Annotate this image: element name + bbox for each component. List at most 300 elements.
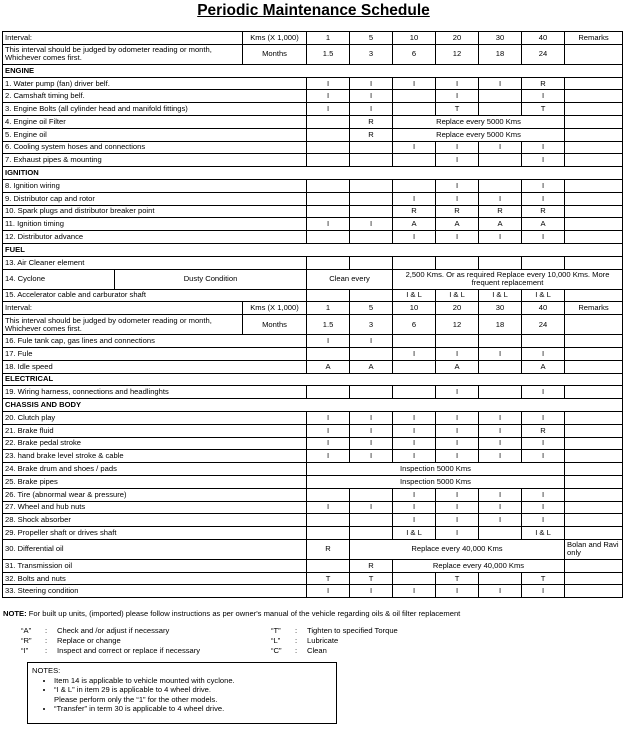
interval-cell: I <box>436 514 479 527</box>
interval-cell: I & L <box>522 527 565 540</box>
item-label: 26. Tire (abnormal wear & pressure) <box>3 488 307 501</box>
kms-value: 10 <box>393 302 436 315</box>
table-row <box>3 315 623 335</box>
item-label: 9. Distributor cap and rotor <box>3 192 307 205</box>
interval-cell <box>479 90 522 103</box>
interval-cell: I <box>436 527 479 540</box>
interval-cell: R <box>522 77 565 90</box>
inspection-note: Inspection 5000 Kms <box>307 475 565 488</box>
interval-note: This interval should be judged by odometer reading or month, Whichever comes first. <box>3 44 243 64</box>
interval-cell <box>307 514 350 527</box>
interval-cell: I <box>350 585 393 598</box>
footnote-label: NOTE: <box>3 609 27 618</box>
item-label: 2. Camshaft timing belf. <box>3 90 307 103</box>
months-value: 6 <box>393 315 436 335</box>
legend-entry: “L” : Lubricate <box>271 635 339 645</box>
table-row <box>3 154 623 167</box>
remarks-cell <box>565 386 623 399</box>
remarks-cell <box>565 463 623 476</box>
interval-cell: A <box>393 218 436 231</box>
item-label: 29. Propeller shaft or drives shaft <box>3 527 307 540</box>
months-label: Months <box>243 44 307 64</box>
page-title: Periodic Maintenance Schedule <box>197 2 430 19</box>
table-row <box>3 475 623 488</box>
remarks-cell <box>565 90 623 103</box>
interval-cell: A <box>522 218 565 231</box>
interval-cell: I <box>350 411 393 424</box>
remarks-cell <box>565 347 623 360</box>
interval-cell: I <box>522 347 565 360</box>
months-value: 12 <box>436 315 479 335</box>
interval-cell <box>522 256 565 269</box>
interval-cell: I <box>522 488 565 501</box>
interval-cell: I <box>479 501 522 514</box>
item-label: 10. Spark plugs and distributor breaker point <box>3 205 307 218</box>
interval-cell: I <box>393 192 436 205</box>
item-label: 13. Air Cleaner element <box>3 256 307 269</box>
remarks-cell <box>565 475 623 488</box>
interval-cell: I <box>479 192 522 205</box>
interval-cell: I & L <box>479 289 522 302</box>
interval-cell: I <box>393 347 436 360</box>
interval-cell <box>350 527 393 540</box>
remarks-cell <box>565 141 623 154</box>
item-label: 14. Cyclone <box>3 269 115 289</box>
notes-item: • Item 14 is applicable to vehicle mounted with cyclone. <box>54 676 332 686</box>
interval-cell: I <box>479 585 522 598</box>
table-row <box>3 128 623 141</box>
months-value: 3 <box>350 315 393 335</box>
maintenance-schedule-table <box>2 31 623 598</box>
months-value: 1.5 <box>307 315 350 335</box>
interval-cell <box>393 386 436 399</box>
table-row <box>3 243 623 256</box>
interval-cell: R <box>393 205 436 218</box>
interval-cell: I <box>436 154 479 167</box>
interval-cell: T <box>307 572 350 585</box>
interval-cell: I <box>307 450 350 463</box>
table-row <box>3 167 623 180</box>
replace-note: Replace every 40,000 Kms <box>350 539 565 559</box>
interval-cell: I <box>436 231 479 244</box>
interval-cell: R <box>436 205 479 218</box>
notes-box <box>27 662 337 724</box>
interval-cell <box>479 154 522 167</box>
interval-cell: A <box>436 360 479 373</box>
interval-cell <box>307 527 350 540</box>
legend-entry: “C” : Clean <box>271 645 327 655</box>
table-row <box>3 399 623 412</box>
item-label: 27. Wheel and hub nuts <box>3 501 307 514</box>
interval-cell: I <box>393 141 436 154</box>
interval-cell: I <box>436 424 479 437</box>
interval-cell: I <box>393 77 436 90</box>
interval-cell <box>350 347 393 360</box>
remarks-cell <box>565 572 623 585</box>
interval-cell <box>350 192 393 205</box>
interval-cell: I <box>436 501 479 514</box>
remarks-cell <box>565 179 623 192</box>
months-value: 24 <box>522 315 565 335</box>
table-row <box>3 347 623 360</box>
interval-cell: I <box>522 179 565 192</box>
interval-cell: I & L <box>393 527 436 540</box>
interval-cell: I <box>307 335 350 348</box>
interval-cell <box>479 103 522 116</box>
interval-cell <box>350 141 393 154</box>
remarks-cell <box>565 501 623 514</box>
table-row <box>3 437 623 450</box>
interval-cell <box>307 289 350 302</box>
replace-note: 2,500 Kms. Or as required Replace every 10,000 Kms. More frequent replacement <box>393 269 623 289</box>
interval-cell <box>307 256 350 269</box>
table-row <box>3 527 623 540</box>
interval-cell: R <box>522 424 565 437</box>
replace-note: Replace every 5000 Kms <box>393 128 565 141</box>
interval-cell <box>436 256 479 269</box>
interval-cell: I <box>350 437 393 450</box>
item-label: 12. Distributor advance <box>3 231 307 244</box>
table-row <box>3 44 623 64</box>
table-row <box>3 559 623 572</box>
interval-cell: I <box>479 514 522 527</box>
interval-cell: I <box>436 192 479 205</box>
kms-value: 20 <box>436 302 479 315</box>
interval-cell <box>393 572 436 585</box>
interval-cell <box>307 154 350 167</box>
clean-note: Clean every <box>307 269 393 289</box>
item-label: 1. Water pump (fan) driver belf. <box>3 77 307 90</box>
interval-cell <box>307 231 350 244</box>
remarks-cell <box>565 514 623 527</box>
remarks-cell <box>565 205 623 218</box>
table-row <box>3 572 623 585</box>
interval-cell <box>479 386 522 399</box>
item-label: 11. Ignition timing <box>3 218 307 231</box>
section-heading: CHASSIS AND BODY <box>3 399 623 412</box>
interval-cell <box>307 128 350 141</box>
item-label: 33. Steering condition <box>3 585 307 598</box>
interval-cell: I <box>307 411 350 424</box>
remarks-cell: Bolan and Ravi only <box>565 539 623 559</box>
legend-right <box>271 626 398 655</box>
interval-cell <box>350 231 393 244</box>
table-row <box>3 335 623 348</box>
item-label: 3. Engine Bolts (all cylinder head and manifold fittings) <box>3 103 307 116</box>
interval-cell: I <box>436 411 479 424</box>
kms-value: 40 <box>522 302 565 315</box>
item-label: 19. Wiring harness, connections and headlinghts <box>3 386 307 399</box>
interval-cell: I <box>307 437 350 450</box>
interval-cell: I <box>436 141 479 154</box>
table-row <box>3 218 623 231</box>
remarks-cell <box>565 44 623 64</box>
item-label: 28. Shock absorber <box>3 514 307 527</box>
interval-cell <box>436 335 479 348</box>
table-row <box>3 269 623 289</box>
interval-cell: I <box>522 90 565 103</box>
interval-cell: I <box>307 90 350 103</box>
table-row <box>3 373 623 386</box>
table-row <box>3 32 623 45</box>
interval-cell: I <box>522 231 565 244</box>
interval-label: Interval: <box>3 302 243 315</box>
remarks-cell <box>565 360 623 373</box>
interval-cell: I <box>522 501 565 514</box>
interval-cell: I <box>479 424 522 437</box>
interval-cell: I <box>393 437 436 450</box>
remarks-cell <box>565 192 623 205</box>
footnote-text: For built up units, (imported) please follow instructions as per owner's manual of the vehicle regarding oils & oil filter replacement <box>26 609 461 618</box>
interval-cell: I <box>479 141 522 154</box>
item-label: 18. Idle speed <box>3 360 307 373</box>
interval-cell: R <box>307 539 350 559</box>
interval-cell: T <box>522 103 565 116</box>
interval-cell: R <box>479 205 522 218</box>
interval-cell <box>479 335 522 348</box>
table-row <box>3 77 623 90</box>
interval-cell: I <box>522 411 565 424</box>
table-row <box>3 192 623 205</box>
interval-cell: I <box>350 90 393 103</box>
interval-cell: I & L <box>522 289 565 302</box>
interval-cell <box>393 154 436 167</box>
section-heading: ENGINE <box>3 64 623 77</box>
table-row <box>3 256 623 269</box>
table-row <box>3 539 623 559</box>
interval-cell: I <box>307 585 350 598</box>
interval-cell <box>307 205 350 218</box>
kms-value: 20 <box>436 32 479 45</box>
interval-cell: I <box>307 501 350 514</box>
table-row <box>3 289 623 302</box>
months-value: 12 <box>436 44 479 64</box>
remarks-cell <box>565 437 623 450</box>
remarks-cell <box>565 559 623 572</box>
remarks-cell <box>565 256 623 269</box>
interval-cell: I <box>350 103 393 116</box>
interval-cell <box>479 256 522 269</box>
months-label: Months <box>243 315 307 335</box>
interval-cell: I <box>436 179 479 192</box>
table-row <box>3 360 623 373</box>
remarks-cell <box>565 103 623 116</box>
interval-cell <box>350 256 393 269</box>
interval-cell: I <box>307 424 350 437</box>
replace-note: Replace every 40,000 Kms <box>393 559 565 572</box>
remarks-cell <box>565 335 623 348</box>
interval-cell: I <box>479 411 522 424</box>
interval-cell <box>393 256 436 269</box>
item-label: 6. Cooling system hoses and connections <box>3 141 307 154</box>
table-row <box>3 231 623 244</box>
kms-value: 10 <box>393 32 436 45</box>
item-label: 20. Clutch play <box>3 411 307 424</box>
interval-cell: R <box>350 128 393 141</box>
interval-cell: I <box>436 488 479 501</box>
table-row <box>3 141 623 154</box>
interval-cell: I <box>479 437 522 450</box>
interval-cell: I <box>350 218 393 231</box>
interval-cell <box>393 90 436 103</box>
item-label: 30. Differential oil <box>3 539 307 559</box>
interval-note: This interval should be judged by odometer reading or month, Whichever comes first. <box>3 315 243 335</box>
remarks-cell <box>565 218 623 231</box>
footnote <box>3 609 623 618</box>
remarks-cell <box>565 411 623 424</box>
notes-item: Please perform only the “1” for the other models. <box>54 694 218 704</box>
interval-cell <box>393 179 436 192</box>
item-label: 25. Brake pipes <box>3 475 307 488</box>
interval-label: Interval: <box>3 32 243 45</box>
interval-cell <box>307 488 350 501</box>
interval-cell: A <box>436 218 479 231</box>
item-label: 5. Engine oil <box>3 128 307 141</box>
item-label: 21. Brake fluid <box>3 424 307 437</box>
interval-cell <box>350 514 393 527</box>
legend-entry: “R” : Replace or change <box>21 635 121 645</box>
table-row <box>3 302 623 315</box>
interval-cell: I <box>350 424 393 437</box>
interval-cell: I <box>307 218 350 231</box>
interval-cell <box>307 141 350 154</box>
interval-cell <box>307 115 350 128</box>
section-heading: ELECTRICAL <box>3 373 623 386</box>
item-label: 32. Bolts and nuts <box>3 572 307 585</box>
table-row <box>3 411 623 424</box>
remarks-cell <box>565 231 623 244</box>
remarks-cell <box>565 450 623 463</box>
interval-cell: R <box>350 559 393 572</box>
interval-cell: T <box>436 103 479 116</box>
interval-cell: I <box>479 77 522 90</box>
item-label: 15. Accelerator cable and carburator shaft <box>3 289 307 302</box>
interval-cell <box>479 179 522 192</box>
table-row <box>3 179 623 192</box>
interval-cell <box>350 154 393 167</box>
legend-entry: “A” : Check and /or adjust if necessary <box>21 626 170 635</box>
months-value: 6 <box>393 44 436 64</box>
item-label: 22. Brake pedal stroke <box>3 437 307 450</box>
legend-left <box>21 626 200 655</box>
remarks-cell <box>565 315 623 335</box>
interval-cell: I <box>393 424 436 437</box>
interval-cell: I <box>307 103 350 116</box>
table-row <box>3 424 623 437</box>
interval-cell: I <box>393 411 436 424</box>
interval-cell: I <box>436 347 479 360</box>
kms-value: 5 <box>350 302 393 315</box>
notes-item: • “I & L” in item 29 is applicable to 4 wheel drive. <box>54 685 332 695</box>
table-row <box>3 450 623 463</box>
remarks-cell <box>565 585 623 598</box>
interval-cell: A <box>350 360 393 373</box>
interval-cell: I <box>393 450 436 463</box>
remarks-header: Remarks <box>565 32 623 45</box>
interval-cell <box>393 360 436 373</box>
interval-cell: I <box>350 450 393 463</box>
months-value: 3 <box>350 44 393 64</box>
table-row <box>3 205 623 218</box>
interval-cell <box>393 103 436 116</box>
interval-cell: I <box>393 231 436 244</box>
interval-cell: I <box>522 450 565 463</box>
interval-cell <box>350 289 393 302</box>
table-row <box>3 463 623 476</box>
interval-cell: I <box>522 192 565 205</box>
interval-cell: A <box>307 360 350 373</box>
notes-item: • “Transfer” in term 30 is applicable to 4 wheel drive. <box>54 704 332 714</box>
interval-cell: I <box>479 488 522 501</box>
legend-entry: “T” : Tighten to specified Torque <box>271 626 398 635</box>
section-heading: FUEL <box>3 243 623 256</box>
item-label: 7. Exhaust pipes & mounting <box>3 154 307 167</box>
interval-cell: I <box>393 488 436 501</box>
months-value: 24 <box>522 44 565 64</box>
interval-cell <box>479 360 522 373</box>
table-row <box>3 64 623 77</box>
replace-note: Replace every 5000 Kms <box>393 115 565 128</box>
table-row <box>3 90 623 103</box>
interval-cell <box>479 527 522 540</box>
interval-cell: T <box>350 572 393 585</box>
interval-cell: R <box>522 205 565 218</box>
remarks-cell <box>565 424 623 437</box>
interval-cell: I <box>522 141 565 154</box>
interval-cell <box>350 205 393 218</box>
condition-label: Dusty Condition <box>115 269 307 289</box>
interval-cell <box>350 386 393 399</box>
interval-cell: A <box>479 218 522 231</box>
interval-cell: I <box>350 335 393 348</box>
interval-cell: I <box>436 77 479 90</box>
legend-entry: “I” : Inspect and correct or replace if necessary <box>21 645 201 655</box>
interval-cell: I <box>522 386 565 399</box>
kms-label: Kms (X 1,000) <box>243 32 307 45</box>
interval-cell: I <box>350 501 393 514</box>
interval-cell <box>307 347 350 360</box>
table-row <box>3 488 623 501</box>
notes-title: NOTES: <box>32 666 61 675</box>
interval-cell: I <box>436 90 479 103</box>
remarks-cell <box>565 77 623 90</box>
kms-value: 1 <box>307 302 350 315</box>
interval-cell: I <box>307 77 350 90</box>
remarks-cell <box>565 527 623 540</box>
table-row <box>3 585 623 598</box>
item-label: 8. Ignition wiring <box>3 179 307 192</box>
kms-value: 5 <box>350 32 393 45</box>
item-label: 31. Transmission oil <box>3 559 307 572</box>
interval-cell <box>350 488 393 501</box>
interval-cell <box>307 559 350 572</box>
interval-cell <box>307 179 350 192</box>
table-row <box>3 501 623 514</box>
interval-cell: T <box>522 572 565 585</box>
interval-cell: I <box>436 450 479 463</box>
interval-cell: I <box>436 585 479 598</box>
interval-cell: T <box>436 572 479 585</box>
item-label: 16. Fule tank cap, gas lines and connections <box>3 335 307 348</box>
months-value: 18 <box>479 315 522 335</box>
remarks-header: Remarks <box>565 302 623 315</box>
interval-cell: I <box>522 585 565 598</box>
interval-cell: I <box>350 77 393 90</box>
interval-cell <box>393 335 436 348</box>
table-row <box>3 514 623 527</box>
kms-value: 30 <box>479 32 522 45</box>
interval-cell: I <box>436 437 479 450</box>
